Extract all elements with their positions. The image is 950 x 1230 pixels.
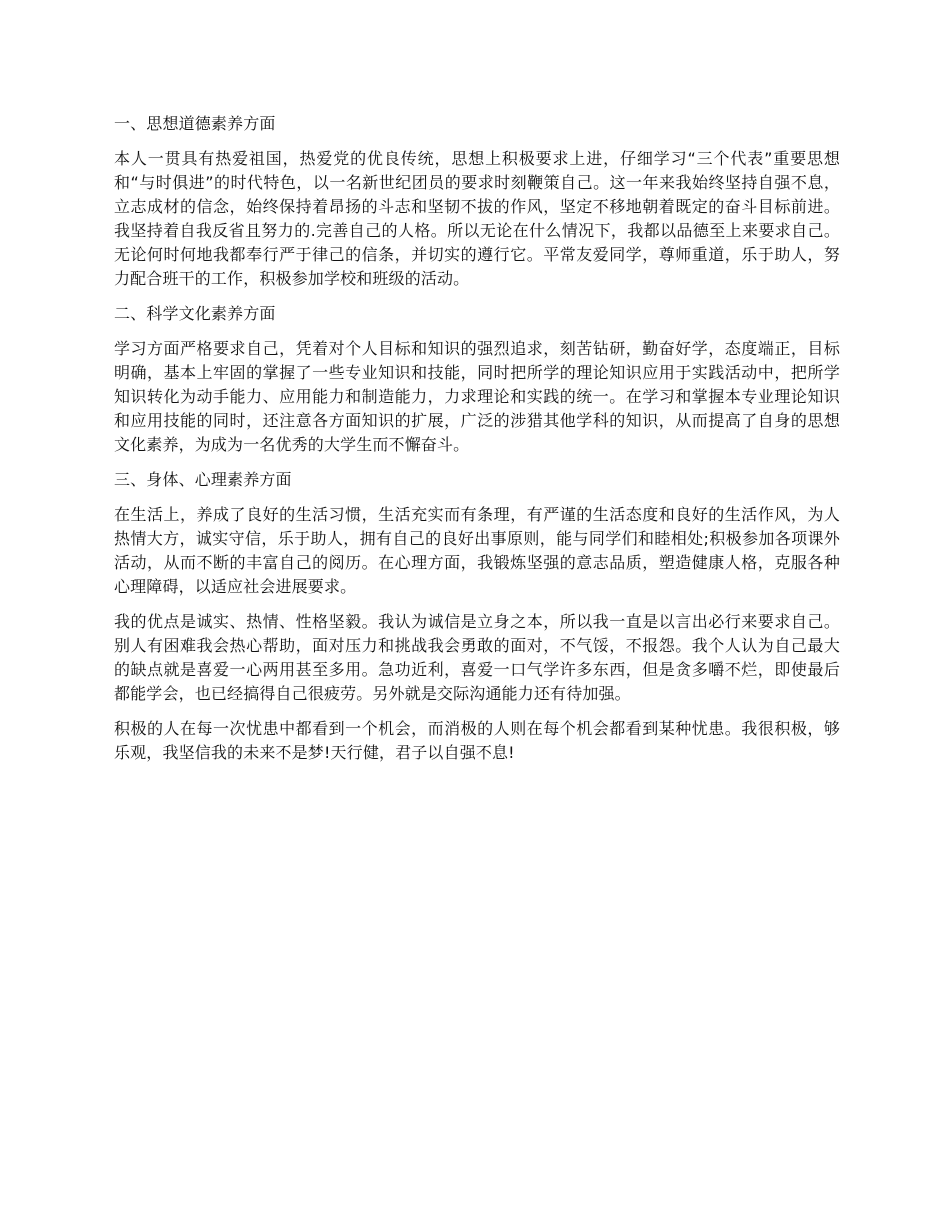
paragraph-culture: 学习方面严格要求自己，凭着对个人目标和知识的强烈追求，刻苦钻研，勤奋好学，态度端正，目标明确，基本上牢固的掌握了一些专业知识和技能，同时把所学的理论知识应用于实践活动中，把所学知识转化为动手能力、应用能力和制造能力，力求理论和实践的统一。在学习和掌握本专业理论知识和应用技能的同时，还注意各方面知识的扩展，广泛的涉猎其他学科的知识，从而提高了自身的思想文化素养，为成为一名优秀的大学生而不懈奋斗。: [114, 339, 840, 454]
paragraph-closing: 积极的人在每一次忧患中都看到一个机会，而消极的人则在每个机会都看到某种忧患。我很积极，够乐观，我坚信我的未来不是梦!天行健，君子以自强不息!: [114, 719, 840, 762]
paragraph-moral: 本人一贯具有热爱祖国，热爱党的优良传统，思想上积极要求上进，仔细学习“三个代表”重要思想和“与时俱进”的时代特色，以一名新世纪团员的要求时刻鞭策自己。这一年来我始终坚持自强不息，立志成材的信念，始终保持着昂扬的斗志和坚韧不拔的作风，坚定不移地朝着既定的奋斗目标前进。我坚持着自我反省且努力的.完善自己的人格。所以无论在什么情况下，我都以品德至上来要求自己。无论何时何地我都奉行严于律己的信条，并切实的遵行它。平常友爱同学，尊师重道，乐于助人，努力配合班干的工作，积极参加学校和班级的活动。: [114, 149, 840, 288]
section-heading-moral: 一、思想道德素养方面: [114, 114, 276, 133]
paragraph-strengths-weaknesses: 我的优点是诚实、热情、性格坚毅。我认为诚信是立身之本，所以我一直是以言出必行来要求自己。别人有困难我会热心帮助，面对压力和挑战我会勇敢的面对，不气馁，不报怨。我个人认为自己最大的缺点就是喜爱一心两用甚至多用。急功近利，喜爱一口气学许多东西，但是贪多嚼不烂，即使最后都能学会，也已经搞得自己很疲劳。另外就是交际沟通能力还有待加强。: [114, 612, 840, 703]
paragraph-body-mind: 在生活上，养成了良好的生活习惯，生活充实而有条理，有严谨的生活态度和良好的生活作风，为人热情大方，诚实守信，乐于助人，拥有自己的良好出事原则，能与同学们和睦相处;积极参加各项课外活动，从而不断的丰富自己的阅历。在心理方面，我锻炼坚强的意志品质，塑造健康人格，克服各种心理障碍，以适应社会进展要求。: [114, 505, 840, 596]
document-body: [114, 112, 840, 776]
section-heading-body-mind: 三、身体、心理素养方面: [114, 470, 292, 489]
section-heading-culture: 二、科学文化素养方面: [114, 304, 276, 323]
